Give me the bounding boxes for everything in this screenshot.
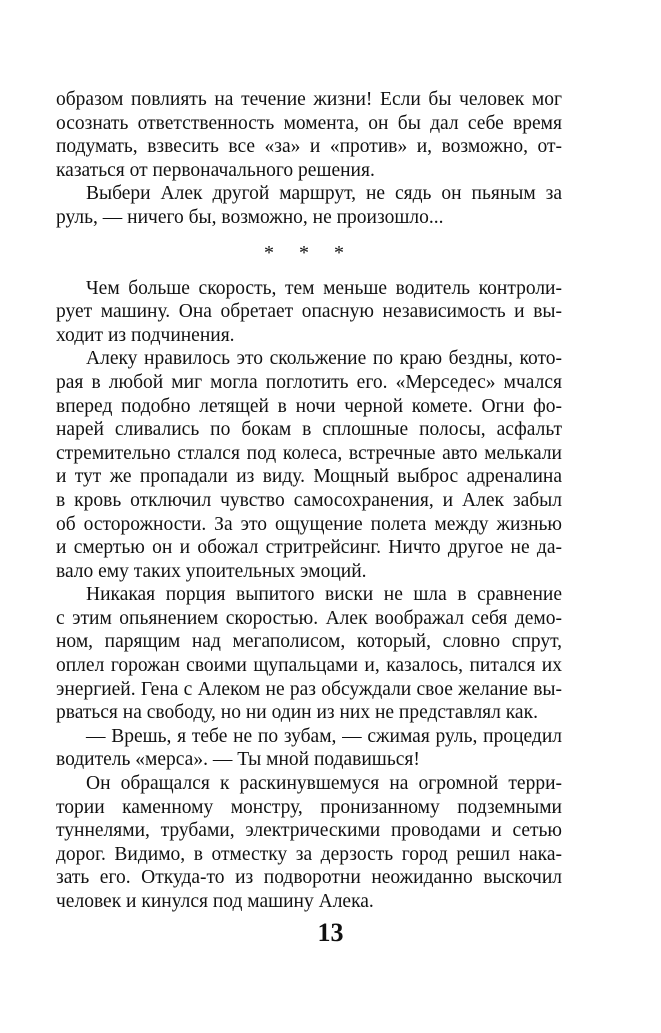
text-line: оплел горожан своими щупальцами и, казалось, питался их: [56, 655, 562, 677]
paragraph: [56, 583, 562, 725]
text-line: дорог. Видимо, в отместку за дерзость город решил нака-: [56, 843, 562, 865]
text-line: Выбери Алек другой маршрут, не сядь он пьяным за: [86, 183, 562, 205]
text-line: энергией. Гена с Алеком не раз обсуждали свое желание вы-: [56, 678, 562, 700]
text-line: образом повлиять на течение жизни! Если бы человек мог: [56, 89, 562, 110]
text-line: рая в любой миг могла поглотить его. «Мерседес» мчался: [56, 371, 562, 393]
text-line: и тут же пропадали из виду. Мощный выброс адреналина: [56, 466, 562, 488]
text-line: зать его. Откуда-то из подворотни неожиданно выскочил: [56, 867, 562, 889]
text-line: казаться от первоначального решения.: [56, 159, 375, 181]
text-line: нарей сливались по бокам в сплошные полосы, асфальт: [56, 419, 562, 441]
text-line: в кровь отключил чувство самосохранения, и Алек забыл: [56, 489, 562, 511]
text-line: Алеку нравилось это скольжение по краю бездны, кото-: [86, 348, 562, 370]
text-line: подумать, взвесить все «за» и «против» и, возможно, от-: [56, 136, 562, 158]
paragraph: [56, 347, 562, 583]
page-number: 13: [317, 918, 344, 947]
paragraph: [56, 277, 562, 348]
text-line: вперед подобно летящей в ночи черной комете. Огни фо-: [56, 395, 562, 417]
text-line: Никакая порция выпитого виски не шла в сравнение: [86, 584, 562, 606]
text-line: Он обращался к раскинувшемуся на огромной терри-: [86, 773, 562, 795]
text-line: Чем больше скорость, тем меньше водитель контроли-: [86, 277, 562, 299]
text-line: человек и кинулся под машину Алека.: [56, 891, 374, 912]
paragraph: [56, 725, 562, 772]
section-separator: * * *: [264, 241, 354, 264]
text-line: ходит из подчинения.: [56, 324, 235, 346]
text-line: — Врешь, я тебе не по зубам, — сжимая руль, процедил: [86, 725, 562, 747]
text-line: и смертью он и обожал стритрейсинг. Ничто другое не да-: [56, 537, 562, 559]
text-line: вало ему таких упоительных эмоций.: [56, 560, 367, 582]
paragraph: [56, 182, 562, 229]
paragraph: [56, 772, 562, 914]
text-line: стремительно стлался под колеса, встречные авто мелькали: [56, 442, 562, 464]
text-line: об осторожности. За это ощущение полета между жизнью: [56, 513, 562, 535]
paragraph: [56, 88, 562, 182]
text-line: руль, — ничего бы, возможно, не произошло...: [56, 206, 444, 228]
body-text: [56, 88, 562, 914]
text-line: тории каменному монстру, пронизанному подземными: [56, 796, 562, 818]
text-line: с этим опьянением скоростью. Алек воображал себя демо-: [56, 607, 562, 629]
text-line: рует машину. Она обретает опасную независимость и вы-: [56, 301, 562, 323]
text-line: водитель «мерса». — Ты мной подавишься!: [56, 749, 420, 771]
text-line: ном, парящим над мегаполисом, который, словно спрут,: [56, 631, 562, 653]
text-line: туннелями, трубами, электрическими проводами и сетью: [56, 820, 562, 842]
text-line: осознать ответственность момента, он бы дал себе время: [56, 112, 562, 134]
text-line: рваться на свободу, но ни один из них не представлял как.: [56, 702, 538, 724]
